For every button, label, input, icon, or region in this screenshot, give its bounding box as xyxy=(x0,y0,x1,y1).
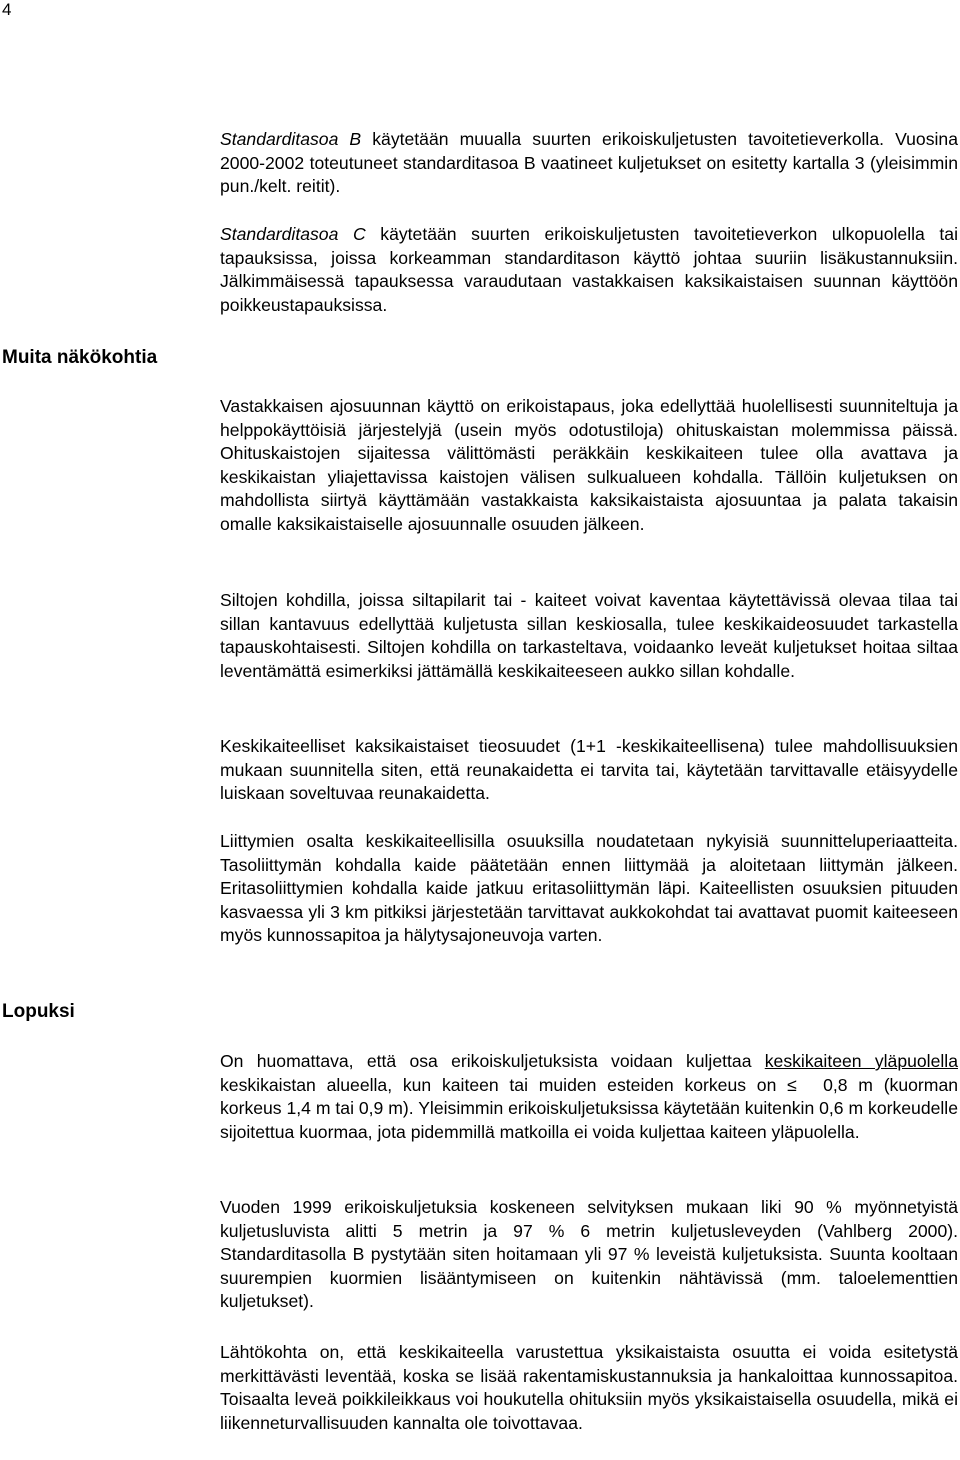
paragraph-siltojen-kohdilla: Siltojen kohdilla, joissa siltapilarit tai - kaiteet voivat kaventaa käytettävissä olevaa tilaa tai sillan kantavuus edellyttää kuljetusta sillan keskiosalla, tulee keskikaideosuudet tarkastella tapauskohtaisesti. Siltojen kohdilla on tarkasteltava, voidaanko leveät kuljetukset hoitaa siltaa leventämättä esimerkiksi jättämällä keskikaiteeseen aukko sillan kohdalle. xyxy=(220,590,958,681)
paragraph-vastakkainen-ajosuunta: Vastakkaisen ajosuunnan käyttö on erikoistapaus, joka edellyttää huolellisesti suunniteltuja ja helppokäyttöisiä järjestelyjä (usein myös odotustiloja) ohituskaistan molemmissa päissä. Ohituskaistojen sijaitessa välittömästi peräkkäin keskikaiteen tulee olla avattava ja keskikaistan yliajettavissa kaistojen välisen sulkualueen kohdalla. Tällöin kuljetuksen on mahdollista siirtyä käyttämään vastakkaista kaksikaistaista ajosuuntaa ja palata takaisin omalle kaksikaistaiselle ajosuunnalle osuuden jälkeen. xyxy=(220,396,958,534)
paragraph-text: käytetään suurten erikoiskuljetusten tavoitetieverkon ulkopuolella tai tapauksissa, joissa korkeamman standarditason käyttö johtaa suuriin lisäkustannuksiin. Jälkimmäisessä tapauksessa varaudutaan vastakkaisen kaksikaistaisen suunnan käyttöön poikkeustapauksissa. xyxy=(220,224,958,315)
less-or-equal-symbol: ≤ xyxy=(787,1074,797,1095)
paragraph-text: käytetään muualla suurten erikoiskuljetusten tavoitetieverkolla. Vuosina 2000-2002 toteutuneet standarditasoa B vaatineet kuljetukset on esitetty kartalla 3 (yleisimmin pun./kelt. reitit). xyxy=(220,129,958,196)
paragraph-text: keskikaistan alueella, kun kaiteen tai muiden esteiden korkeus on xyxy=(220,1074,788,1095)
paragraph-text: 0,8 m (kuorman korkeus 1,4 m tai 0,9 m). Yleisimmin erikoiskuljetuksissa käytetään kuitenkin 0,6 m korkeudelle sijoitettua kuormaa, jota pidemmillä matkoilla ei voida kuljettaa kaiteen yläpuolella. xyxy=(220,1074,959,1142)
paragraph-lahtokohta: Lähtökohta on, että keskikaiteella varustettua yksikaistaista osuutta ei voida esitetystä merkittävästi leventää, koska se lisää rakentamiskustannuksia ja hankaloittaa kunnossapitoa. Toisaalta leveä poikkileikkaus voi houkutella ohituksiin myös yksikaistaisella osuudella, mikä ei liikenneturvallisuuden kannalta ole toivottavaa. xyxy=(220,1342,958,1433)
paragraph-vuoden-1999-selvitys: Vuoden 1999 erikoiskuljetuksia koskeneen selvityksen mukaan liki 90 % myönnetyistä kuljetusluvista alitti 5 metrin ja 97 % 6 metrin kuljetusleveyden (Vahlberg 2000). Standarditasolla B pystytään siten hoitamaan yli 97 % leveistä kuljetuksista. Suunta kooltaan suurempien kuormien lisääntymiseen on kuitenkin nähtävissä (mm. taloelementtien kuljetukset). xyxy=(220,1197,958,1311)
paragraph-keskikaiteen-ylapuolella xyxy=(220,1050,958,1144)
page-number: 4 xyxy=(2,0,12,19)
underlined-term: keskikaiteen yläpuolella xyxy=(764,1051,958,1071)
paragraph-text: On huomattava, että osa erikoiskuljetuksista voidaan kuljettaa xyxy=(220,1051,765,1071)
paragraph-standarditaso-c xyxy=(220,223,958,317)
paragraph-standarditaso-b xyxy=(220,128,958,199)
side-heading-muita-nakokohtia: Muita näkökohtia xyxy=(2,347,158,368)
term-standarditasoa-b: Standarditasoa B xyxy=(220,129,362,149)
paragraph-liittymat: Liittymien osalta keskikaiteellisilla osuuksilla noudatetaan nykyisiä suunnitteluperiaatteita. Tasoliittymän kohdalla kaide päätetään ennen liittymää ja aloitetaan liittymän jälkeen. Eritasoliittymien kohdalla kaide jatkuu eritasoliittymän läpi. Kaiteellisten osuuksien pituuden kasvaessa yli 3 km pitkiksi järjestetään tarvittavat aukkokohdat tai avattavat puomit kaiteeseen myös kunnossapitoa ja hälytysajoneuvoja varten. xyxy=(220,831,958,945)
side-heading-lopuksi: Lopuksi xyxy=(2,1001,75,1022)
paragraph-keskikaiteelliset-osuudet: Keskikaiteelliset kaksikaistaiset tieosuudet (1+1 -keskikaiteellisena) tulee mahdollisuuksien mukaan suunnitella siten, että reunakaidetta ei tarvita tai, käytetään tarvittavalle etäisyydelle luiskaan soveltuvaa reunakaidetta. xyxy=(220,736,958,803)
term-standarditasoa-c: Standarditasoa C xyxy=(220,224,366,244)
